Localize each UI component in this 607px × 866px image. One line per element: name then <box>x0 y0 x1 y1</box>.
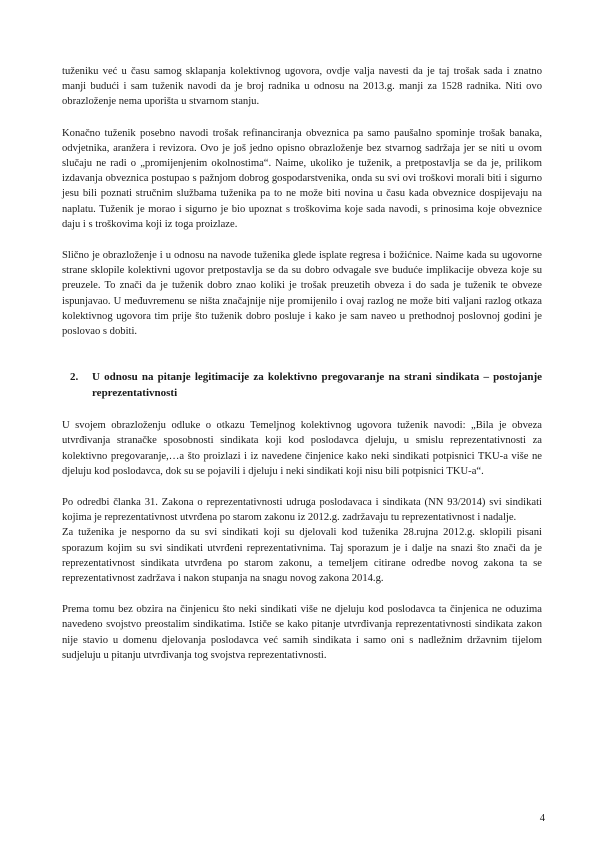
paragraph-regres-bozicnica: Slično je obrazloženje i u odnosu na navode tuženika glede isplate regresa i božićnice. Naime kada su ugovorne strane sklopile kolektivni ugovor pretpostavlja se da su dobro odvagale sve buduće implikacije obveza koje su preuzele. To znači da je tuženik dobro znao koliki je trošak preuzetih obveza i do sada je tuženik te obveze ispunjavao. U međuvremenu se ništa značajnije nije promijenilo i ovaj razlog ne može biti valjani razlog otkaza kolektivnog ugovora tim prije što tuženik dobro posluje i kako je sam naveo u prethodnoj poslovnoj godini je poslovao s dobiti. <box>62 250 542 338</box>
paragraph-termination-statement: U svojem obrazloženju odluke o otkazu Temeljnog kolektivnog ugovora tuženik navodi: „Bila je obveza utvrđivanja stranačke sposobnosti sindikata koji kod poslodavca djeluju, u smislu reprezentativnosti za kolektivno pregovaranje,…a što proizlazi i iz navedene činjenice kako neki sindikati potpisnici TKU-a više ne djeluju kod poslodavca, dok su se pojavili i djeluju i neki sindikati koji nisu bili potpisnici TKU-a“. <box>62 420 542 477</box>
section-spacer <box>62 339 542 369</box>
document-page <box>62 64 542 679</box>
page-number: 4 <box>539 813 545 824</box>
section-title: U odnosu na pitanje legitimacije za kolektivno pregovaranje na strani sindikata – postojanje reprezentativnosti <box>92 371 542 400</box>
paragraph-written-agreement: Za tuženika je nesporno da su svi sindikati koji su djelovali kod tuženika 28.rujna 2012.g. sklopili pisani sporazum kojim su svi sindikati utvrđeni reprezentativnima. Taj sporazum je i dalje na snazi što znači da je reprezentativnost sindikata utvrđena po starom zakonu, a temeljem citirane odredbe novog zakona ta se reprezentativnost zadržava i nakon stupanja na snagu novog zakona 2014.g. <box>62 527 542 585</box>
paragraph-bond-refinancing: Konačno tuženik posebno navodi trošak refinanciranja obveznica pa samo paušalno spominje trošak banaka, odvjetnika, aranžera i revizora. Ovo je još jedno opisno obrazloženje bez stvarnog sadržaja jer se niti u ovom slučaju ne radi o „promijenjenim okolnostima“. Naime, ukoliko je tuženik, a pretpostavlja se da je, prilikom izdavanja obveznica postupao s pažnjom dobrog gospodarstvenika, onda su svi ovi troškovi morali biti i sigurno jesu bili poznati stručnim službama tuženika pa to ne može biti novina u času kada obveznice dospijevaju na naplatu. Tuženik je morao i sigurno je bio upoznat s troškovima koje sada navodi, s prinosima koje obveznice daju i s troškovima koji iz toga proizlaze. <box>62 127 542 230</box>
paragraph-workforce-cost: tuženiku već u času samog sklapanja kolektivnog ugovora, ovdje valja navesti da je taj trošak sada i znatno manji budući i sam tuženik navodi da je broj radnika u odnosu na 2013.g. manji za 1528 radnika. Niti ovo obrazloženje nema uporišta u stvarnom stanju. <box>62 66 542 108</box>
paragraph-article-31: Po odredbi članka 31. Zakona o reprezentativnosti udruga poslodavaca i sindikata (NN 93/2014) svi sindikati kojima je reprezentativnost utvrđena po starom zakonu iz 2012.g. zadržavaju tu reprezentativnost i nadalje. <box>62 497 542 524</box>
section-number: 2. <box>70 371 79 384</box>
paragraph-conclusion: Prema tomu bez obzira na činjenicu što neki sindikati više ne djeluju kod poslodavca ta činjenica ne oduzima navedeno svojstvo preostalim sindikatima. Ističe se kako pitanje utvrđivanja reprezentativnosti sindikata zakon nije stavio u domenu djelovanja poslodavca već samih sindikata i samo oni s nadležnim državnim tijelom sudjeluju u pitanju utvrđivanja tog svojstva reprezentativnosti. <box>62 604 542 661</box>
section-heading <box>62 369 542 401</box>
